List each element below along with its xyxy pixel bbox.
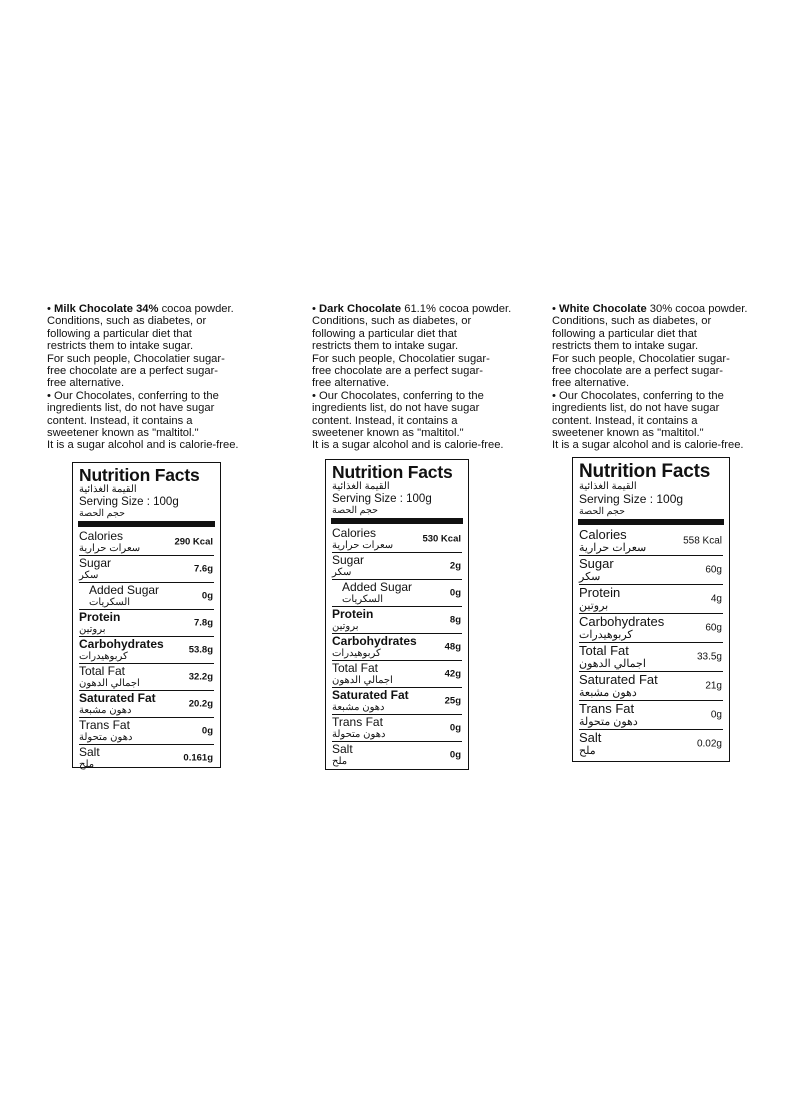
- dark-chocolate-description: [312, 303, 544, 452]
- nutrient-row-total-fat: [579, 643, 723, 672]
- product-name: White Chocolate: [559, 303, 647, 315]
- description-line: ingredients list, do not have sugar: [47, 402, 215, 415]
- nutrient-value: 25g: [444, 695, 461, 707]
- nutrient-value: 0g: [449, 587, 461, 599]
- description-line: ingredients list, do not have sugar: [552, 402, 720, 415]
- nutrient-name-ar: كربوهيدرات: [579, 629, 633, 641]
- nutrient-name: Salt: [332, 742, 353, 756]
- nutrient-row-protein: [579, 585, 723, 614]
- description-line: free chocolate are a perfect sugar-: [312, 365, 484, 378]
- nutrient-name: Carbohydrates: [332, 634, 417, 648]
- nutrition-facts-title: Nutrition Facts: [79, 465, 200, 485]
- nutrient-name-ar: ملح: [332, 756, 348, 767]
- nutrient-value: 0g: [201, 590, 213, 602]
- nutrient-name: Salt: [79, 745, 100, 759]
- nutrition-facts-title-ar: القيمة الغذائية: [579, 481, 637, 492]
- nutrient-name-ar: اجمالي الدهون: [332, 675, 393, 686]
- nutrient-row-trans-fat: [332, 715, 462, 742]
- nutrient-value: 0g: [449, 749, 461, 761]
- serving-size-ar: حجم الحصة: [579, 506, 625, 517]
- nutrient-value: 32.2g: [188, 671, 213, 683]
- description-line: following a particular diet that: [552, 327, 697, 340]
- description-line: sweetener known as "maltitol.": [552, 427, 704, 440]
- description-line: free alternative.: [312, 377, 390, 390]
- description-line: • Our Chocolates, conferring to the: [47, 389, 219, 402]
- nutrient-name: Trans Fat: [79, 718, 130, 732]
- dark-nutrition-panel: [325, 459, 469, 770]
- description-line: For such people, Chocolatier sugar-: [312, 352, 490, 365]
- nutrient-name: Total Fat: [579, 643, 629, 658]
- serving-size: Serving Size : 100g: [579, 492, 684, 506]
- thick-divider: [78, 521, 215, 527]
- nutrient-row-protein: [332, 607, 462, 634]
- nutrient-value: 7.8g: [193, 617, 213, 629]
- nutrient-name: Salt: [579, 730, 602, 745]
- nutrient-row-sugar: [579, 556, 723, 585]
- nutrient-row-total-fat: [332, 661, 462, 688]
- description-line: free chocolate are a perfect sugar-: [552, 365, 724, 378]
- serving-size: Serving Size : 100g: [332, 493, 432, 505]
- nutrient-value: 0.161g: [183, 752, 213, 764]
- nutrient-row-carbohydrates: [579, 614, 723, 643]
- nutrient-row-sugar: [79, 556, 214, 583]
- nutrient-name: Protein: [332, 607, 374, 621]
- nutrient-row-carbohydrates: [332, 634, 462, 661]
- nutrient-name: Carbohydrates: [79, 637, 164, 651]
- description-line: restricts them to intake sugar.: [552, 340, 699, 353]
- nutrient-name-ar: دهون مشبعة: [579, 687, 637, 699]
- nutrient-value: 530 Kcal: [422, 533, 461, 545]
- nutrient-name: Saturated Fat: [332, 688, 409, 702]
- description-line: sweetener known as "maltitol.": [47, 427, 199, 440]
- nutrient-value: 0g: [449, 722, 461, 734]
- nutrient-name: Added Sugar: [342, 580, 413, 594]
- nutrient-name-ar: السكريات: [342, 594, 384, 605]
- description-line: free alternative.: [47, 377, 125, 390]
- dark-chocolate-column: [312, 303, 544, 452]
- nutrient-value: 0g: [201, 725, 213, 737]
- nutrient-row-saturated-fat: [79, 691, 214, 718]
- description-line: Conditions, such as diabetes, or: [312, 315, 472, 328]
- white-nutrition-panel: [572, 457, 730, 762]
- nutrient-row-sugar: [332, 553, 462, 580]
- nutrient-row-saturated-fat: [332, 688, 462, 715]
- nutrient-row-calories: [332, 526, 462, 553]
- nutrient-row-trans-fat: [579, 701, 723, 730]
- nutrient-name: Total Fat: [332, 661, 379, 675]
- nutrient-name: Saturated Fat: [579, 672, 658, 687]
- nutrient-name: Calories: [332, 526, 377, 540]
- nutrient-value: 60g: [705, 622, 722, 634]
- description-line: • Our Chocolates, conferring to the: [312, 389, 484, 402]
- nutrient-value: 48g: [444, 641, 461, 653]
- nutrient-row-salt: [79, 745, 214, 771]
- nutrient-row-calories: [579, 527, 723, 556]
- nutrient-value: 8g: [449, 614, 461, 626]
- nutrient-name-ar: سعرات حرارية: [332, 540, 394, 551]
- nutrient-name-ar: سكر: [332, 567, 352, 578]
- product-heading: • Milk Chocolate 34% cocoa powder.: [47, 303, 234, 315]
- white-chocolate-column: [552, 303, 784, 452]
- nutrient-name: Sugar: [79, 556, 112, 570]
- nutrient-row-added-sugar: [332, 580, 462, 607]
- nutrient-name-ar: بروتين: [332, 621, 359, 632]
- nutrient-name: Saturated Fat: [79, 691, 156, 705]
- cocoa-percentage: 30% cocoa powder.: [646, 303, 748, 315]
- milk-chocolate-column: [47, 303, 279, 452]
- nutrient-row-salt: [579, 730, 723, 758]
- nutrient-name: Sugar: [579, 556, 614, 571]
- description-line: Conditions, such as diabetes, or: [552, 315, 712, 328]
- nutrient-value: 20.2g: [188, 698, 213, 710]
- nutrient-name: Trans Fat: [579, 701, 635, 716]
- nutrient-name-ar: دهون مشبعة: [79, 705, 132, 716]
- nutrient-name: Protein: [79, 610, 121, 624]
- nutrient-name: Protein: [579, 585, 621, 600]
- nutrient-name: Trans Fat: [332, 715, 383, 729]
- nutrient-row-added-sugar: [79, 583, 214, 610]
- nutrient-name-ar: اجمالي الدهون: [79, 678, 140, 689]
- nutrient-value: 33.5g: [696, 651, 722, 663]
- nutrient-value: 290 Kcal: [174, 536, 213, 548]
- description-line: content. Instead, it contains a: [312, 414, 458, 427]
- product-name: Dark Chocolate: [319, 303, 402, 315]
- nutrient-value: 558 Kcal: [683, 535, 722, 547]
- product-name: Milk Chocolate 34%: [54, 303, 159, 315]
- nutrient-name: Sugar: [332, 553, 365, 567]
- description-line: It is a sugar alcohol and is calorie-free.: [47, 439, 239, 452]
- description-line: ingredients list, do not have sugar: [312, 402, 480, 415]
- nutrient-name-ar: دهون متحولة: [579, 716, 638, 728]
- nutrient-value: 7.6g: [193, 563, 213, 575]
- nutrient-name-ar: السكريات: [89, 597, 131, 608]
- nutrient-value: 2g: [449, 560, 461, 572]
- description-line: content. Instead, it contains a: [47, 414, 193, 427]
- description-line: Conditions, such as diabetes, or: [47, 315, 207, 328]
- nutrient-name: Added Sugar: [89, 583, 160, 597]
- nutrient-name-ar: سعرات حرارية: [579, 542, 647, 554]
- nutrient-row-total-fat: [79, 664, 214, 691]
- nutrient-row-trans-fat: [79, 718, 214, 745]
- nutrient-name-ar: سكر: [79, 570, 99, 581]
- nutrition-facts-title: Nutrition Facts: [332, 462, 453, 482]
- thick-divider: [578, 519, 724, 525]
- description-line: free chocolate are a perfect sugar-: [47, 365, 219, 378]
- description-line: It is a sugar alcohol and is calorie-free.: [312, 439, 504, 452]
- product-heading: • White Chocolate 30% cocoa powder.: [552, 303, 748, 315]
- nutrient-name: Carbohydrates: [579, 614, 665, 629]
- description-line: • Our Chocolates, conferring to the: [552, 389, 724, 402]
- nutrition-facts-title: Nutrition Facts: [579, 461, 711, 482]
- nutrient-value: 60g: [705, 564, 722, 576]
- nutrient-name-ar: بروتين: [579, 600, 609, 612]
- nutrient-name-ar: سكر: [579, 571, 601, 583]
- description-line: restricts them to intake sugar.: [47, 340, 194, 353]
- description-line: following a particular diet that: [47, 327, 192, 340]
- nutrient-name-ar: كربوهيدرات: [79, 651, 128, 662]
- cocoa-percentage: cocoa powder.: [158, 303, 234, 315]
- milk-chocolate-description: [47, 303, 279, 452]
- description-line: free alternative.: [552, 377, 630, 390]
- nutrient-name-ar: دهون متحولة: [332, 729, 386, 740]
- nutrient-name: Calories: [579, 527, 627, 542]
- nutrient-name-ar: دهون مشبعة: [332, 702, 385, 713]
- nutrient-row-saturated-fat: [579, 672, 723, 701]
- description-line: sweetener known as "maltitol.": [312, 427, 464, 440]
- nutrient-name-ar: كربوهيدرات: [332, 648, 381, 659]
- nutrient-name-ar: بروتين: [79, 624, 106, 635]
- nutrient-value: 21g: [705, 680, 722, 692]
- nutrient-value: 53.8g: [188, 644, 213, 656]
- nutrient-name-ar: ملح: [79, 759, 95, 770]
- nutrient-row-carbohydrates: [79, 637, 214, 664]
- nutrient-row-protein: [79, 610, 214, 637]
- nutrient-row-salt: [332, 742, 462, 768]
- white-chocolate-description: [552, 303, 784, 452]
- description-line: It is a sugar alcohol and is calorie-free.: [552, 439, 744, 452]
- nutrient-name-ar: ملح: [579, 745, 596, 757]
- description-line: restricts them to intake sugar.: [312, 340, 459, 353]
- thick-divider: [331, 518, 463, 524]
- nutrient-row-calories: [79, 529, 214, 556]
- description-line: following a particular diet that: [312, 327, 457, 340]
- description-line: For such people, Chocolatier sugar-: [552, 352, 730, 365]
- product-heading: • Dark Chocolate 61.1% cocoa powder.: [312, 303, 512, 315]
- nutrition-facts-title-ar: القيمة الغذائية: [332, 481, 390, 492]
- serving-size-ar: حجم الحصة: [79, 508, 125, 519]
- nutrition-facts-title-ar: القيمة الغذائية: [79, 484, 137, 495]
- serving-size: Serving Size : 100g: [79, 496, 179, 508]
- milk-nutrition-panel: [72, 462, 221, 768]
- nutrient-name: Calories: [79, 529, 124, 543]
- serving-size-ar: حجم الحصة: [332, 505, 378, 516]
- nutrient-name-ar: دهون متحولة: [79, 732, 133, 743]
- description-line: content. Instead, it contains a: [552, 414, 698, 427]
- nutrient-name-ar: سعرات حرارية: [79, 543, 141, 554]
- nutrient-value: 42g: [444, 668, 461, 680]
- nutrient-name-ar: اجمالي الدهون: [579, 658, 646, 670]
- nutrient-value: 0.02g: [696, 738, 722, 750]
- nutrient-value: 0g: [710, 709, 722, 721]
- cocoa-percentage: 61.1% cocoa powder.: [401, 303, 512, 315]
- nutrient-name: Total Fat: [79, 664, 126, 678]
- nutrient-value: 4g: [710, 593, 722, 605]
- description-line: For such people, Chocolatier sugar-: [47, 352, 225, 365]
